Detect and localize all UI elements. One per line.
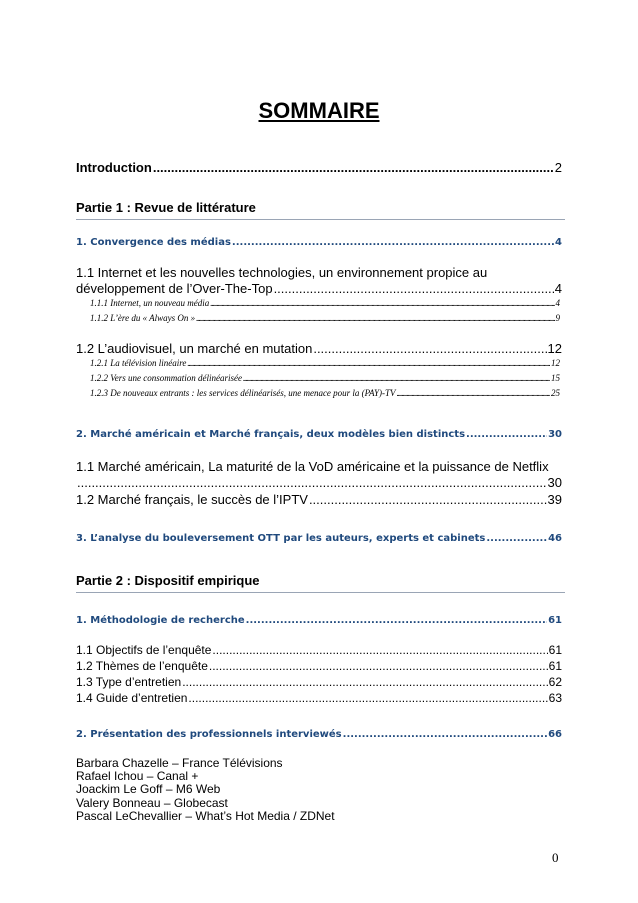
toc-page: 4 xyxy=(554,281,562,296)
toc-page: 61 xyxy=(548,643,562,657)
toc-leader xyxy=(243,373,550,384)
toc-label: 1.2.1 La télévision linéaire xyxy=(90,358,187,368)
toc-leader xyxy=(187,358,550,369)
part-heading-2: Partie 2 : Dispositif empirique xyxy=(76,573,260,588)
list-item: Joackim Le Goff – M6 Web xyxy=(76,782,221,797)
toc-leader xyxy=(232,237,554,248)
toc-leader xyxy=(486,533,547,544)
toc-entry-section-3[interactable] xyxy=(76,533,562,544)
toc-label: 1.2.2 Vers une consommation délinéarisée xyxy=(90,373,242,383)
toc-leader xyxy=(188,691,547,705)
list-item: Valery Bonneau – Globecast xyxy=(76,795,228,810)
toc-entry-1-2[interactable] xyxy=(76,341,562,356)
toc-page: 61 xyxy=(548,659,562,673)
toc-entry-p2-1-3[interactable] xyxy=(76,675,562,689)
toc-leader xyxy=(309,492,547,507)
toc-page: 66 xyxy=(548,729,562,740)
toc-leader xyxy=(274,281,554,296)
toc-entry-1-1[interactable] xyxy=(76,281,562,296)
toc-entry-1-1-2[interactable] xyxy=(90,313,560,324)
toc-entry-2-2[interactable] xyxy=(76,492,562,507)
toc-entry-p2-1-1[interactable] xyxy=(76,643,562,657)
toc-label: 1.1.1 Internet, un nouveau média xyxy=(90,298,210,308)
page-number: 0 xyxy=(552,850,559,865)
toc-leader xyxy=(313,341,546,356)
toc-entry-p2-section-1[interactable] xyxy=(76,615,562,626)
toc-entry-2-1[interactable] xyxy=(76,475,562,490)
toc-entry-1-2-3[interactable] xyxy=(90,388,560,399)
list-item: Pascal LeChevallier – What’s Hot Media / ZDNet xyxy=(76,808,335,823)
toc-label: 1.2 Thèmes de l’enquête xyxy=(76,659,208,673)
interviewee-list xyxy=(76,757,335,823)
toc-label: 1.1 Objectifs de l’enquête xyxy=(76,643,212,657)
toc-leader xyxy=(246,615,547,626)
toc-label: développement de l’Over-The-Top xyxy=(76,281,273,296)
toc-page: 25 xyxy=(551,388,560,398)
toc-page: 4 xyxy=(555,237,562,248)
toc-entry-2-1-line1: 1.1 Marché américain, La maturité de la VoD américaine et la puissance de Netflix xyxy=(76,459,549,474)
toc-leader xyxy=(182,675,547,689)
toc-entry-1-1-line1: 1.1 Internet et les nouvelles technologies, un environnement propice au xyxy=(76,265,488,280)
toc-leader xyxy=(77,475,547,490)
toc-page: 30 xyxy=(547,475,562,490)
toc-label: 3. L’analyse du bouleversement OTT par les auteurs, experts et cabinets xyxy=(76,533,486,544)
toc-label: 1. Méthodologie de recherche xyxy=(76,615,245,626)
toc-page: 39 xyxy=(547,492,562,507)
toc-page: 12 xyxy=(551,358,560,368)
toc-label: 1. Convergence des médias xyxy=(76,237,231,248)
toc-entry-section-1[interactable] xyxy=(76,237,562,248)
toc-page: 62 xyxy=(548,675,562,689)
page-title: SOMMAIRE xyxy=(258,98,380,123)
toc-entry-p2-section-2[interactable] xyxy=(76,729,562,740)
part-heading-1: Partie 1 : Revue de littérature xyxy=(76,200,256,215)
toc-label: 1.2 Marché français, le succès de l’IPTV xyxy=(76,492,308,507)
toc-leader xyxy=(212,643,547,657)
part-rule-2 xyxy=(76,592,565,593)
toc-label: 1.3 Type d’entretien xyxy=(76,675,182,689)
toc-leader xyxy=(343,729,547,740)
toc-page: 15 xyxy=(551,373,560,383)
toc-page: 30 xyxy=(548,429,562,440)
toc-entry-p2-1-2[interactable] xyxy=(76,659,562,673)
toc-entry-p2-1-4[interactable] xyxy=(76,691,562,705)
toc-label: 1.4 Guide d’entretien xyxy=(76,691,188,705)
toc-page: 63 xyxy=(548,691,562,705)
toc-entry-1-2-1[interactable] xyxy=(90,358,560,369)
toc-page: 2 xyxy=(554,160,562,175)
toc-page: 4 xyxy=(555,298,560,308)
list-item: Barbara Chazelle – France Télévisions xyxy=(76,756,283,770)
toc-label: Introduction xyxy=(76,160,152,175)
part-rule-1 xyxy=(76,219,565,220)
toc-leader xyxy=(466,429,547,440)
toc-page: 61 xyxy=(548,615,562,626)
toc-leader xyxy=(153,160,554,175)
toc-leader xyxy=(209,659,548,673)
toc-page: 9 xyxy=(555,313,560,323)
toc-label: 1.2.3 De nouveaux entrants : les services délinéarisés, une menace pour la (PAY)-TV xyxy=(90,388,396,398)
toc-label: 2. Marché américain et Marché français, deux modèles bien distincts xyxy=(76,429,466,440)
toc-label: 1.2 L’audiovisuel, un marché en mutation xyxy=(76,341,313,356)
toc-leader xyxy=(210,298,554,309)
toc-entry-introduction[interactable] xyxy=(76,160,562,175)
toc-label: 1.1.2 L’ère du « Always On » xyxy=(90,313,196,323)
toc-entry-1-1-1[interactable] xyxy=(90,298,560,309)
toc-page: 12 xyxy=(547,341,562,356)
toc-leader xyxy=(196,313,554,324)
toc-leader xyxy=(397,388,550,399)
toc-entry-1-2-2[interactable] xyxy=(90,373,560,384)
list-item: Rafael Ichou – Canal + xyxy=(76,769,199,784)
toc-entry-section-2[interactable] xyxy=(76,429,562,440)
toc-label: 2. Présentation des professionnels interviewés xyxy=(76,729,342,740)
toc-page: 46 xyxy=(548,533,562,544)
